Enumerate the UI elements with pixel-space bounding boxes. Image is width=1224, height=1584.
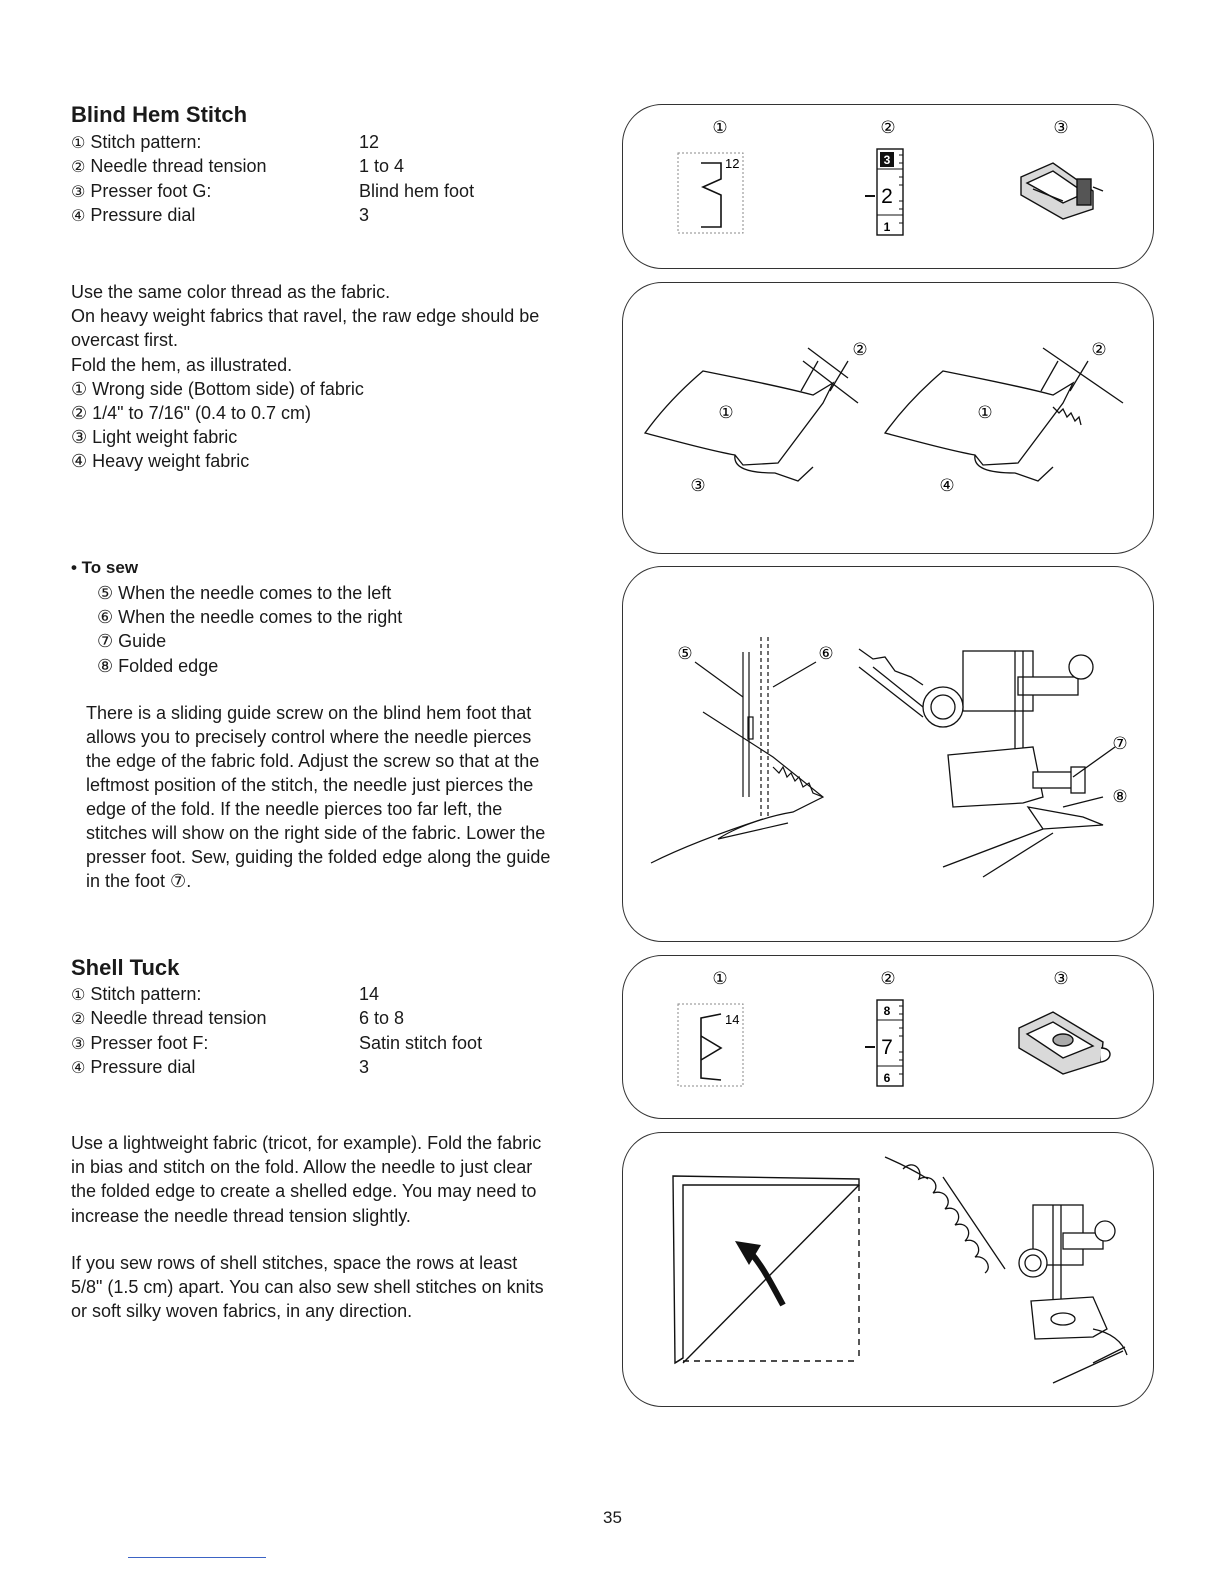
fold-illustration (623, 283, 1154, 554)
tension-dial-icon (865, 1000, 903, 1086)
stitch-pattern-icon (678, 153, 743, 233)
dial-value-selected: 7 (881, 1036, 893, 1059)
label-hem-width-right: ② (1091, 340, 1107, 360)
label-needle-right: ⑥ (818, 644, 834, 664)
to-sew-list: ⑤ When the needle comes to the left ⑥ When the needle comes to the right ⑦ Guide ⑧ Folded edge (97, 583, 403, 676)
settings-illustration (623, 105, 1154, 269)
figure-to-sew (622, 566, 1154, 942)
spec-row: ③ Presser foot G: Blind hem foot (71, 180, 475, 201)
spec-row: ④ Pressure dial 3 (71, 204, 370, 225)
dial-value-bottom: 6 (883, 1071, 891, 1085)
dial-value-top: 3 (883, 153, 891, 167)
blind-hem-instructions: There is a sliding guide screw on the blind hem foot that allows you to precisely control where the needle pierces the edge of the fabric fold. Adjust the screw so that at the leftmost position of the stitch, the needle just pierces the edge of the fold. If the needle pierces too far left, the stitches will show on the right side of the fabric. Lower the presser foot. Sew, guiding the folded edge along the guide in the foot ⑦. (86, 703, 551, 891)
satin-stitch-foot-icon (1019, 1012, 1110, 1074)
pattern-number: 14 (725, 1012, 740, 1027)
marker-1: ① (712, 118, 728, 138)
shell-tuck-paragraph-1: Use a lightweight fabric (tricot, for example). Fold the fabric in bias and stitch on the fold. Allow the needle to just clear the folded edge to create a shelled edge. You may need to increase the needle thread tension slightly. (71, 1133, 542, 1226)
label-wrong-side-right: ① (977, 403, 993, 423)
fold-direction-arrow-icon (735, 1241, 783, 1305)
dial-value-top: 8 (883, 1004, 891, 1018)
label-heavy-weight: ④ (939, 476, 955, 496)
shell-tuck-paragraph-2: If you sew rows of shell stitches, space the rows at least 5/8" (1.5 cm) apart. You can also sew shell stitches on knits or soft silky woven fabrics, in any direction. (71, 1253, 544, 1322)
presser-foot-sewing-detail (859, 649, 1115, 877)
light-weight-fabric-fold (645, 348, 858, 481)
spec-row: ① Stitch pattern: 12 (71, 132, 380, 152)
shell-tuck-specs (71, 982, 482, 1079)
page-number: 35 (603, 1508, 622, 1527)
figure-shell-tuck-sewing (622, 1132, 1154, 1407)
tension-dial-icon (865, 149, 903, 235)
blind-hem-intro: Use the same color thread as the fabric. On heavy weight fabrics that ravel, the raw edge should be overcast first. Fold the hem, as illustrated. ① Wrong side (Bottom side) of fabric ② 1/4" to 7/16" (0.4 to 0.7 cm) ③ Light weight fabric ④ Heavy weight fabric (71, 282, 540, 472)
shell-stitch-sewing-detail (885, 1157, 1127, 1383)
marker-2: ② (880, 118, 896, 138)
blind-hem-foot-icon (1021, 163, 1103, 219)
spec-row: ④ Pressure dial 3 (71, 1056, 370, 1077)
marker-3: ③ (1053, 118, 1069, 138)
figure-fold-the-hem (622, 282, 1154, 554)
sewing-illustration (623, 567, 1154, 942)
blind-hem-specs (71, 130, 474, 227)
label-wrong-side-left: ① (718, 403, 734, 423)
figure-blind-hem-settings (622, 104, 1154, 269)
heavy-weight-fabric-fold (885, 348, 1123, 481)
marker-3: ③ (1053, 969, 1069, 989)
section-title-blind-hem: Blind Hem Stitch (71, 102, 248, 127)
to-sew-heading: • To sew (71, 558, 139, 577)
section-title-shell-tuck: Shell Tuck (71, 955, 180, 980)
footer-rule (128, 1557, 266, 1558)
label-guide: ⑦ (1112, 734, 1128, 754)
figure-shell-tuck-settings (622, 955, 1154, 1119)
needle-position-detail (651, 637, 823, 863)
dial-value-bottom: 1 (883, 220, 891, 234)
label-light-weight: ③ (690, 476, 706, 496)
stitch-pattern-icon (678, 1004, 743, 1086)
shell-tuck-illustration (623, 1133, 1154, 1407)
dial-value-selected: 2 (881, 185, 893, 208)
settings-illustration (623, 956, 1154, 1119)
spec-row: ② Needle thread tension 1 to 4 (71, 156, 405, 177)
marker-2: ② (880, 969, 896, 989)
label-folded-edge: ⑧ (1112, 787, 1128, 807)
label-needle-left: ⑤ (677, 644, 693, 664)
spec-row: ③ Presser foot F: Satin stitch foot (71, 1032, 483, 1053)
spec-row: ② Needle thread tension 6 to 8 (71, 1008, 405, 1029)
label-hem-width-left: ② (852, 340, 868, 360)
pattern-number: 12 (725, 156, 740, 171)
spec-row: ① Stitch pattern: 14 (71, 984, 380, 1004)
marker-1: ① (712, 969, 728, 989)
